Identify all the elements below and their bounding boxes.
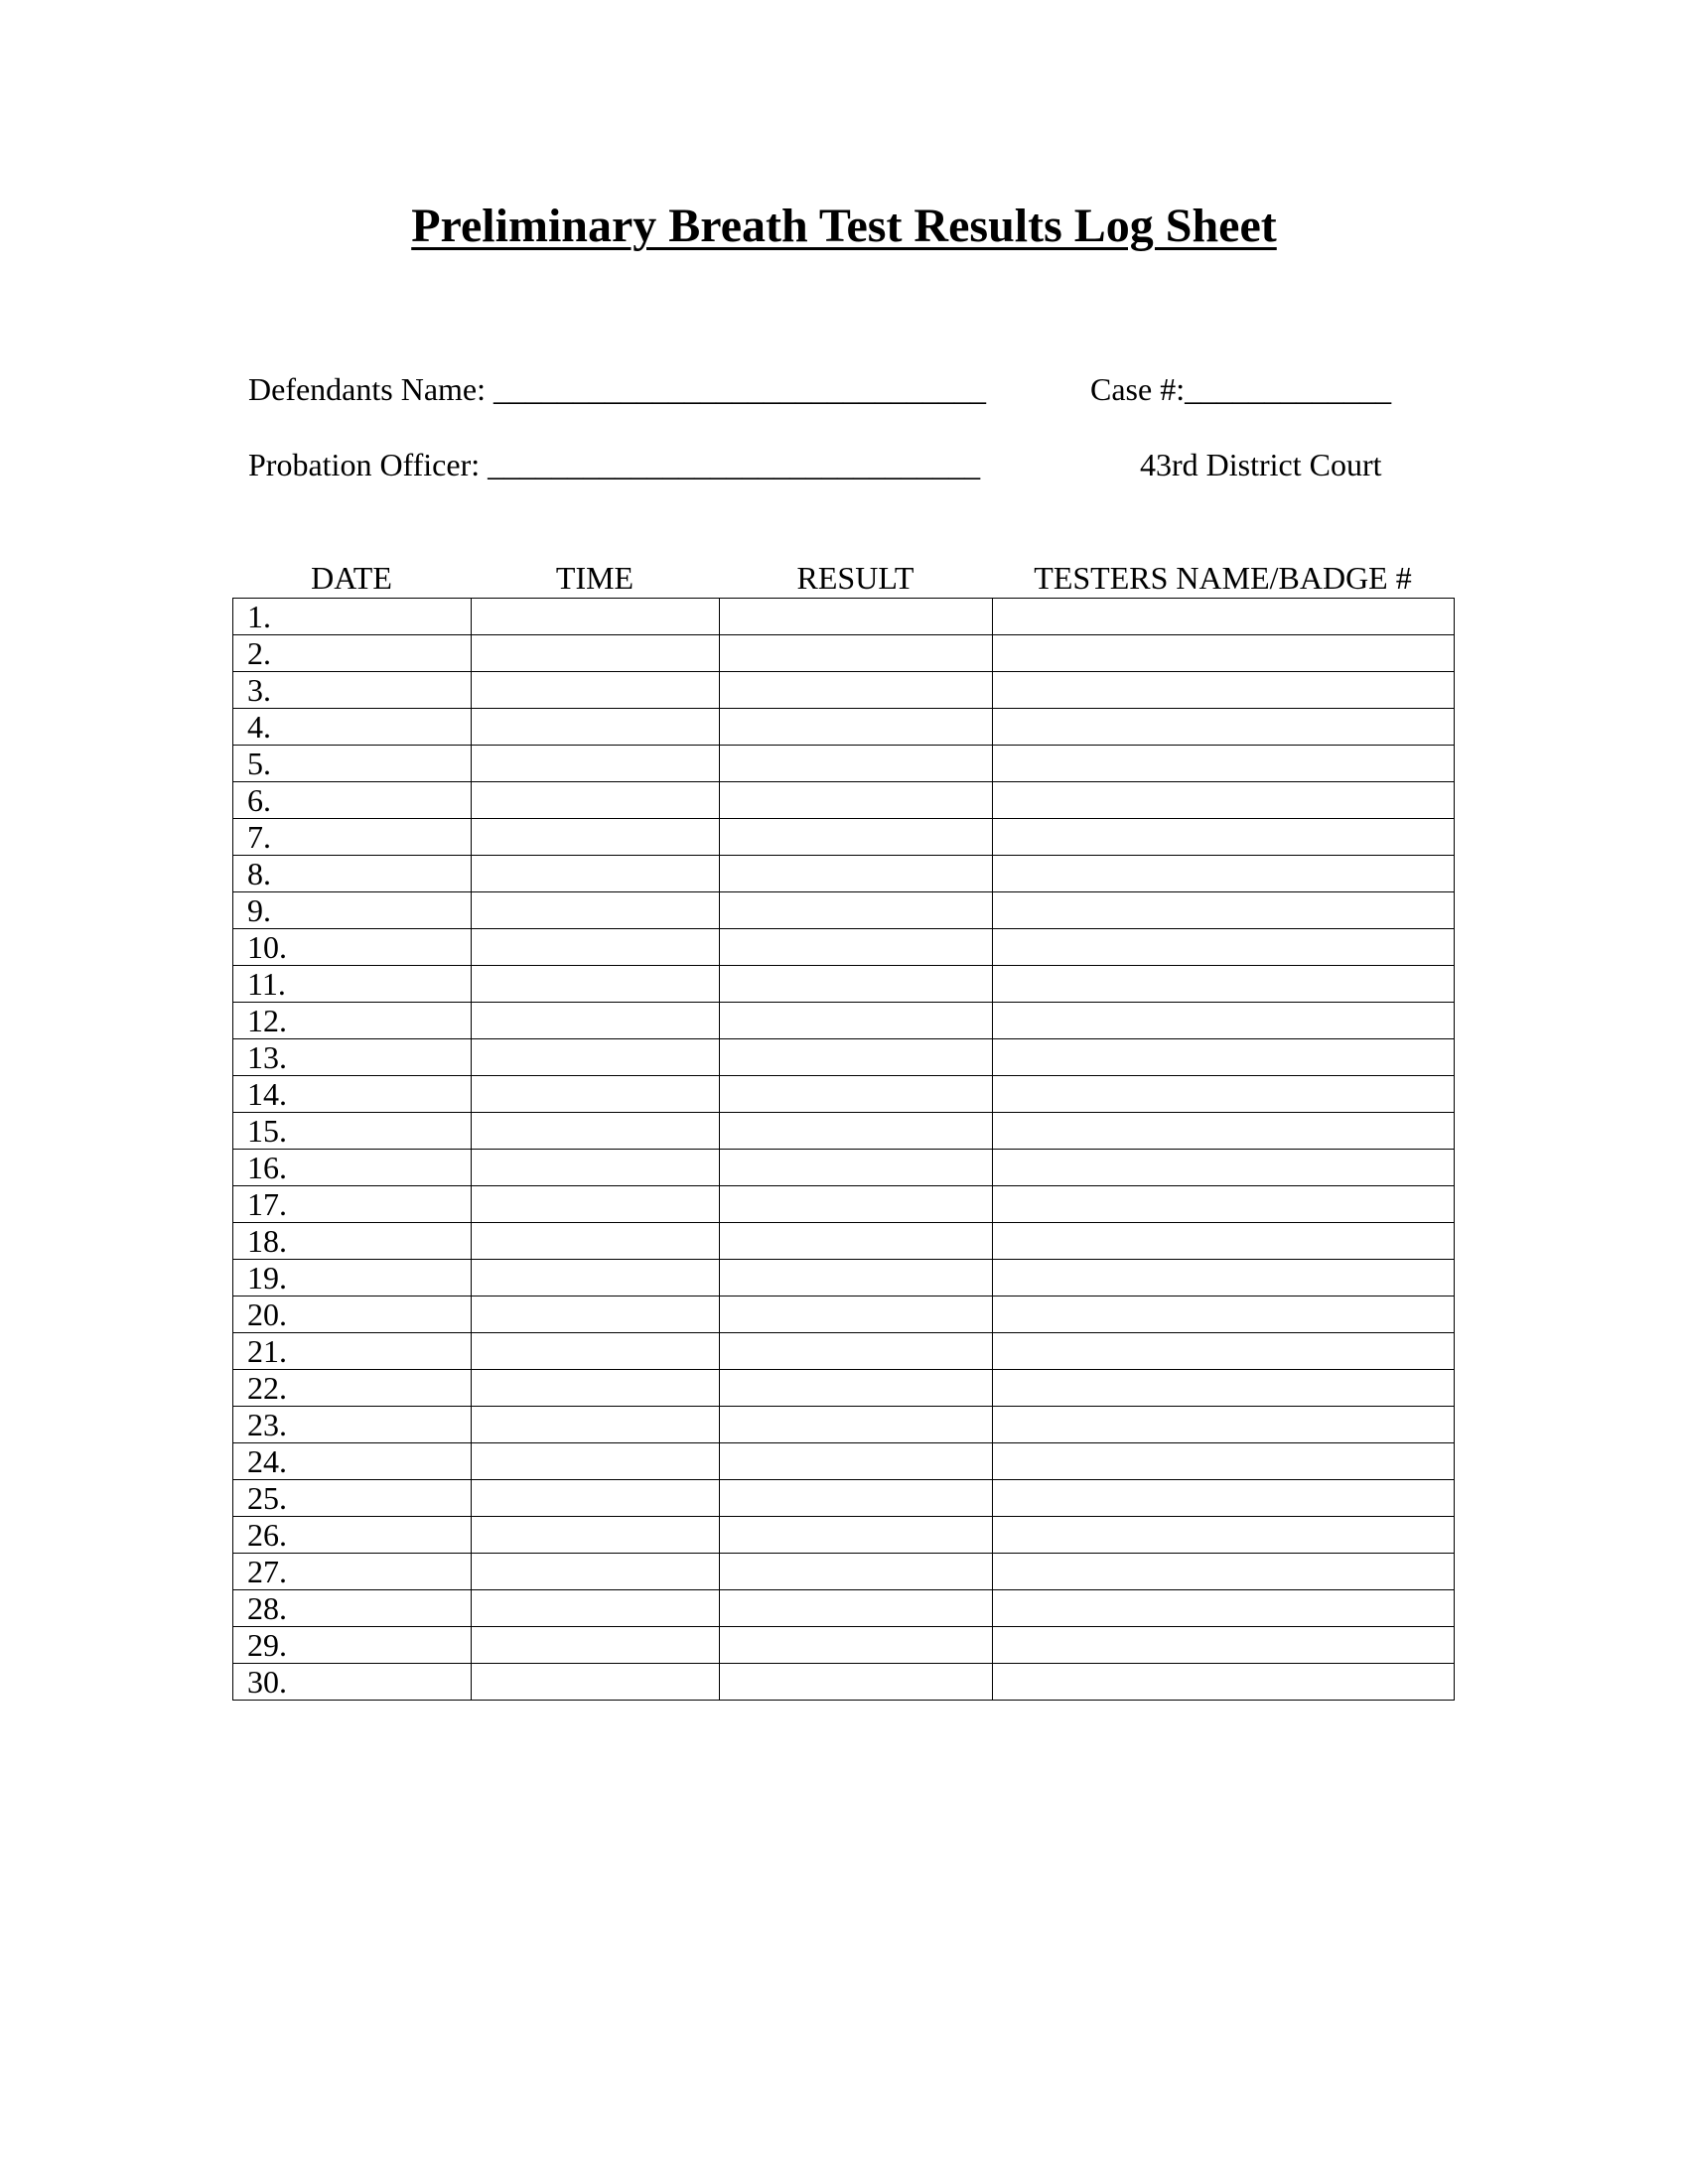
table-row <box>233 672 1455 709</box>
date-cell[interactable]: 30. <box>233 1664 472 1701</box>
time-cell[interactable] <box>472 1076 720 1113</box>
tester-cell[interactable] <box>993 1150 1455 1186</box>
date-cell[interactable]: 18. <box>233 1223 472 1260</box>
result-cell[interactable] <box>720 709 993 746</box>
table-row <box>233 1554 1455 1590</box>
date-cell[interactable]: 10. <box>233 929 472 966</box>
column-header-time: TIME <box>555 560 634 596</box>
date-cell[interactable]: 27. <box>233 1554 472 1590</box>
result-cell[interactable] <box>720 599 993 635</box>
tester-cell[interactable] <box>993 1333 1455 1370</box>
date-cell[interactable]: 5. <box>233 746 472 782</box>
tester-cell[interactable] <box>993 966 1455 1003</box>
time-cell[interactable] <box>472 1443 720 1480</box>
time-cell[interactable] <box>472 782 720 819</box>
table-row <box>233 1076 1455 1113</box>
probation-officer-field[interactable]: Probation Officer: _______________________________ <box>248 447 981 482</box>
table-row <box>233 782 1455 819</box>
tester-cell[interactable] <box>993 1480 1455 1517</box>
result-cell[interactable] <box>720 929 993 966</box>
tester-cell[interactable] <box>993 856 1455 892</box>
tester-cell[interactable] <box>993 599 1455 635</box>
result-cell[interactable] <box>720 892 993 929</box>
time-cell[interactable] <box>472 892 720 929</box>
result-cell[interactable] <box>720 1260 993 1297</box>
table-row <box>233 1113 1455 1150</box>
tester-cell[interactable] <box>993 1076 1455 1113</box>
table-row <box>233 1443 1455 1480</box>
result-cell[interactable] <box>720 1297 993 1333</box>
table-row <box>233 1039 1455 1076</box>
time-cell[interactable] <box>472 1260 720 1297</box>
result-cell[interactable] <box>720 1407 993 1443</box>
date-cell[interactable]: 20. <box>233 1297 472 1333</box>
tester-cell[interactable] <box>993 1443 1455 1480</box>
tester-cell[interactable] <box>993 782 1455 819</box>
date-cell[interactable]: 24. <box>233 1443 472 1480</box>
table-row <box>233 1370 1455 1407</box>
time-cell[interactable] <box>472 672 720 709</box>
result-cell[interactable] <box>720 782 993 819</box>
date-cell[interactable]: 25. <box>233 1480 472 1517</box>
table-row <box>233 1590 1455 1627</box>
time-cell[interactable] <box>472 966 720 1003</box>
date-cell[interactable]: 3. <box>233 672 472 709</box>
time-cell[interactable] <box>472 1333 720 1370</box>
date-cell[interactable]: 28. <box>233 1590 472 1627</box>
result-cell[interactable] <box>720 1590 993 1627</box>
result-cell[interactable] <box>720 1003 993 1039</box>
tester-cell[interactable] <box>993 1554 1455 1590</box>
date-cell[interactable]: 12. <box>233 1003 472 1039</box>
date-cell[interactable]: 11. <box>233 966 472 1003</box>
time-cell[interactable] <box>472 746 720 782</box>
date-cell[interactable]: 29. <box>233 1627 472 1664</box>
result-cell[interactable] <box>720 1186 993 1223</box>
case-number-field[interactable]: Case #:_____________ <box>1090 371 1392 407</box>
tester-cell[interactable] <box>993 1590 1455 1627</box>
tester-cell[interactable] <box>993 1003 1455 1039</box>
date-cell[interactable]: 15. <box>233 1113 472 1150</box>
table-row <box>233 1297 1455 1333</box>
date-cell[interactable]: 21. <box>233 1333 472 1370</box>
log-table-body <box>233 599 1455 1701</box>
time-cell[interactable] <box>472 1150 720 1186</box>
time-cell[interactable] <box>472 1186 720 1223</box>
table-row <box>233 1517 1455 1554</box>
table-row <box>233 1627 1455 1664</box>
column-header-tester: TESTERS NAME/BADGE # <box>1034 560 1412 596</box>
date-cell[interactable]: 14. <box>233 1076 472 1113</box>
result-cell[interactable] <box>720 1223 993 1260</box>
tester-cell[interactable] <box>993 1407 1455 1443</box>
result-cell[interactable] <box>720 856 993 892</box>
result-cell[interactable] <box>720 672 993 709</box>
date-cell[interactable]: 7. <box>233 819 472 856</box>
date-cell[interactable]: 2. <box>233 635 472 672</box>
page-title: Preliminary Breath Test Results Log Sheet <box>411 200 1277 252</box>
result-cell[interactable] <box>720 1480 993 1517</box>
column-header-date: DATE <box>311 560 392 596</box>
result-cell[interactable] <box>720 1333 993 1370</box>
table-row <box>233 1186 1455 1223</box>
date-cell[interactable]: 13. <box>233 1039 472 1076</box>
time-cell[interactable] <box>472 1627 720 1664</box>
time-cell[interactable] <box>472 1554 720 1590</box>
table-row <box>233 599 1455 635</box>
time-cell[interactable] <box>472 635 720 672</box>
result-cell[interactable] <box>720 1076 993 1113</box>
table-row <box>233 1407 1455 1443</box>
time-cell[interactable] <box>472 1517 720 1554</box>
table-row <box>233 1223 1455 1260</box>
tester-cell[interactable] <box>993 709 1455 746</box>
time-cell[interactable] <box>472 1003 720 1039</box>
result-cell[interactable] <box>720 746 993 782</box>
date-cell[interactable]: 8. <box>233 856 472 892</box>
result-cell[interactable] <box>720 1517 993 1554</box>
time-cell[interactable] <box>472 599 720 635</box>
result-cell[interactable] <box>720 1627 993 1664</box>
table-row <box>233 1150 1455 1186</box>
tester-cell[interactable] <box>993 746 1455 782</box>
result-cell[interactable] <box>720 966 993 1003</box>
result-cell[interactable] <box>720 635 993 672</box>
table-row <box>233 929 1455 966</box>
time-cell[interactable] <box>472 1664 720 1701</box>
column-header-result: RESULT <box>796 560 914 596</box>
date-cell[interactable]: 19. <box>233 1260 472 1297</box>
tester-cell[interactable] <box>993 929 1455 966</box>
table-row <box>233 1333 1455 1370</box>
result-cell[interactable] <box>720 1039 993 1076</box>
date-cell[interactable]: 6. <box>233 782 472 819</box>
court-name: 43rd District Court <box>1140 447 1382 482</box>
result-cell[interactable] <box>720 1664 993 1701</box>
date-cell[interactable]: 22. <box>233 1370 472 1407</box>
table-row <box>233 1260 1455 1297</box>
date-cell[interactable]: 1. <box>233 599 472 635</box>
result-cell[interactable] <box>720 1370 993 1407</box>
tester-cell[interactable] <box>993 1627 1455 1664</box>
time-cell[interactable] <box>472 819 720 856</box>
tester-cell[interactable] <box>993 1297 1455 1333</box>
table-row <box>233 1003 1455 1039</box>
time-cell[interactable] <box>472 1590 720 1627</box>
table-row <box>233 635 1455 672</box>
time-cell[interactable] <box>472 856 720 892</box>
date-cell[interactable]: 16. <box>233 1150 472 1186</box>
tester-cell[interactable] <box>993 892 1455 929</box>
tester-cell[interactable] <box>993 1186 1455 1223</box>
tester-cell[interactable] <box>993 1113 1455 1150</box>
result-cell[interactable] <box>720 1554 993 1590</box>
table-row <box>233 856 1455 892</box>
time-cell[interactable] <box>472 1370 720 1407</box>
time-cell[interactable] <box>472 709 720 746</box>
tester-cell[interactable] <box>993 635 1455 672</box>
time-cell[interactable] <box>472 1113 720 1150</box>
time-cell[interactable] <box>472 1480 720 1517</box>
date-cell[interactable]: 26. <box>233 1517 472 1554</box>
date-cell[interactable]: 9. <box>233 892 472 929</box>
time-cell[interactable] <box>472 1039 720 1076</box>
table-row <box>233 709 1455 746</box>
result-cell[interactable] <box>720 819 993 856</box>
time-cell[interactable] <box>472 1407 720 1443</box>
tester-cell[interactable] <box>993 1664 1455 1701</box>
date-cell[interactable]: 23. <box>233 1407 472 1443</box>
tester-cell[interactable] <box>993 1223 1455 1260</box>
tester-cell[interactable] <box>993 1370 1455 1407</box>
defendant-name-field[interactable]: Defendants Name: _______________________________ <box>248 371 987 407</box>
table-row <box>233 746 1455 782</box>
log-table <box>232 598 1455 1701</box>
tester-cell[interactable] <box>993 672 1455 709</box>
table-row <box>233 819 1455 856</box>
tester-cell[interactable] <box>993 1039 1455 1076</box>
tester-cell[interactable] <box>993 1517 1455 1554</box>
table-row <box>233 1480 1455 1517</box>
result-cell[interactable] <box>720 1113 993 1150</box>
date-cell[interactable]: 17. <box>233 1186 472 1223</box>
tester-cell[interactable] <box>993 819 1455 856</box>
tester-cell[interactable] <box>993 1260 1455 1297</box>
time-cell[interactable] <box>472 1297 720 1333</box>
table-row <box>233 892 1455 929</box>
date-cell[interactable]: 4. <box>233 709 472 746</box>
time-cell[interactable] <box>472 929 720 966</box>
result-cell[interactable] <box>720 1150 993 1186</box>
table-row <box>233 966 1455 1003</box>
time-cell[interactable] <box>472 1223 720 1260</box>
result-cell[interactable] <box>720 1443 993 1480</box>
table-row <box>233 1664 1455 1701</box>
